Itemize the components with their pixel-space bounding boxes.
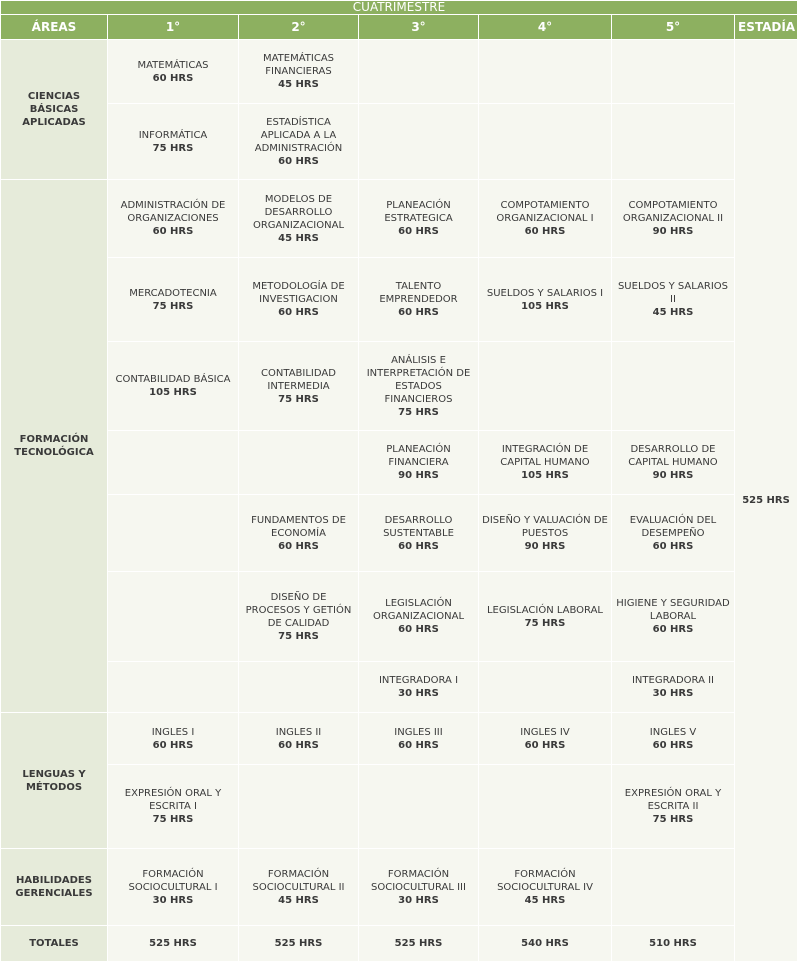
course-name: LEGISLACIÓN ORGANIZACIONAL bbox=[372, 598, 465, 622]
course-cell bbox=[108, 180, 239, 258]
area-ciencias-basicas: CIENCIAS BÁSICAS APLICADAS bbox=[1, 40, 108, 180]
course-hours: 30 HRS bbox=[152, 894, 194, 906]
course-cell bbox=[239, 104, 359, 180]
course-name: INTEGRADORA I bbox=[378, 675, 459, 686]
course-name: HIGIENE Y SEGURIDAD LABORAL bbox=[616, 598, 730, 622]
course-name: EXPRESIÓN ORAL Y ESCRITA I bbox=[124, 788, 222, 812]
course-hours: 60 HRS bbox=[398, 226, 439, 237]
course-hours: 75 HRS bbox=[278, 630, 319, 642]
estadia-hours: 525 HRS bbox=[735, 40, 797, 962]
term-3-header: 3° bbox=[359, 15, 479, 40]
course-name: DESARROLLO SUSTENTABLE bbox=[383, 514, 454, 539]
course-cell bbox=[359, 495, 479, 572]
course-cell bbox=[612, 662, 735, 713]
course-cell bbox=[239, 572, 359, 662]
course-cell bbox=[359, 662, 479, 713]
empty-cell bbox=[239, 662, 359, 713]
course-name: INGLES III bbox=[394, 726, 443, 738]
course-cell bbox=[239, 713, 359, 765]
course-name: FUNDAMENTOS DE ECONOMÍA bbox=[251, 514, 346, 539]
areas-header: ÁREAS bbox=[1, 15, 108, 40]
course-hours: 60 HRS bbox=[152, 226, 194, 237]
course-name: FORMACIÓN SOCIOCULTURAL I bbox=[128, 868, 218, 893]
course-hours: 75 HRS bbox=[652, 814, 694, 825]
course-hours: 45 HRS bbox=[524, 894, 566, 906]
course-name: MATEMÁTICAS FINANCIERAS bbox=[262, 53, 335, 77]
course-name: LEGISLACIÓN LABORAL bbox=[486, 604, 603, 616]
total-term-1: 525 HRS bbox=[108, 926, 239, 962]
course-name: INTEGRACIÓN DE CAPITAL HUMANO bbox=[500, 444, 590, 468]
course-name: PLANEACIÓN FINANCIERA bbox=[386, 444, 451, 468]
course-cell bbox=[108, 342, 239, 431]
course-name: ANÁLISIS E INTERPRETACIÓN DE ESTADOS FINANCIEROS bbox=[366, 354, 471, 405]
empty-cell bbox=[239, 431, 359, 495]
course-cell bbox=[479, 180, 612, 258]
course-cell bbox=[108, 258, 239, 342]
estadia-header: ESTADÍA bbox=[735, 15, 797, 40]
course-hours: 60 HRS bbox=[398, 739, 439, 751]
totals-label: TOTALES bbox=[1, 926, 108, 962]
course-cell bbox=[479, 431, 612, 495]
course-cell bbox=[108, 713, 239, 765]
course-name: FORMACIÓN SOCIOCULTURAL II bbox=[252, 868, 345, 893]
course-cell bbox=[479, 495, 612, 572]
course-hours: 75 HRS bbox=[278, 393, 319, 405]
course-hours: 30 HRS bbox=[398, 894, 439, 906]
course-cell bbox=[612, 713, 735, 765]
course-hours: 60 HRS bbox=[152, 739, 194, 751]
course-cell bbox=[479, 713, 612, 765]
empty-cell bbox=[108, 572, 239, 662]
course-cell bbox=[359, 849, 479, 926]
course-hours: 60 HRS bbox=[278, 540, 319, 552]
course-name: MODELOS DE DESARROLLO ORGANIZACIONAL bbox=[252, 193, 345, 231]
course-hours: 75 HRS bbox=[398, 406, 439, 418]
course-name: COMPOTAMIENTO ORGANIZACIONAL I bbox=[496, 200, 594, 224]
course-cell bbox=[359, 258, 479, 342]
course-cell bbox=[108, 104, 239, 180]
course-cell bbox=[108, 40, 239, 104]
course-name: INGLES II bbox=[275, 726, 322, 738]
area-habilidades-gerenciales: HABILIDADES GERENCIALES bbox=[1, 849, 108, 926]
course-hours: 60 HRS bbox=[652, 739, 694, 751]
course-cell bbox=[479, 572, 612, 662]
course-name: CONTABILIDAD INTERMEDIA bbox=[261, 367, 336, 392]
term-4-header: 4° bbox=[479, 15, 612, 40]
empty-cell bbox=[612, 40, 735, 104]
course-name: ADMINISTRACIÓN DE ORGANIZACIONES bbox=[120, 200, 226, 224]
course-cell bbox=[239, 180, 359, 258]
course-cell bbox=[359, 342, 479, 431]
course-hours: 75 HRS bbox=[152, 814, 194, 825]
course-hours: 45 HRS bbox=[278, 894, 319, 906]
course-hours: 45 HRS bbox=[652, 307, 694, 318]
course-cell bbox=[479, 258, 612, 342]
course-cell bbox=[108, 765, 239, 849]
empty-cell bbox=[359, 765, 479, 849]
course-name: ESTADÍSTICA APLICADA A LA ADMINISTRACIÓN bbox=[254, 116, 343, 154]
course-hours: 90 HRS bbox=[524, 540, 566, 552]
course-hours: 60 HRS bbox=[524, 739, 566, 751]
course-name: MERCADOTECNIA bbox=[129, 287, 217, 299]
term-1-header: 1° bbox=[108, 15, 239, 40]
course-name: METODOLOGÍA DE INVESTIGACION bbox=[252, 281, 345, 305]
empty-cell bbox=[359, 104, 479, 180]
course-cell bbox=[359, 572, 479, 662]
empty-cell bbox=[479, 40, 612, 104]
empty-cell bbox=[612, 849, 735, 926]
course-hours: 60 HRS bbox=[398, 307, 439, 318]
course-cell bbox=[239, 495, 359, 572]
course-name: CONTABILIDAD BÁSICA bbox=[115, 374, 231, 385]
course-cell bbox=[239, 258, 359, 342]
course-cell bbox=[612, 572, 735, 662]
empty-cell bbox=[479, 104, 612, 180]
course-name: INGLES IV bbox=[520, 726, 570, 738]
course-name: COMPOTAMIENTO ORGANIZACIONAL II bbox=[622, 200, 724, 224]
course-cell bbox=[359, 180, 479, 258]
course-hours: 60 HRS bbox=[652, 624, 694, 635]
empty-cell bbox=[108, 662, 239, 713]
course-name: DISEÑO DE PROCESOS Y GETIÓN DE CALIDAD bbox=[245, 591, 352, 629]
course-name: EVALUACIÓN DEL DESEMPEÑO bbox=[629, 514, 717, 539]
term-5-header: 5° bbox=[612, 15, 735, 40]
area-formacion-tecnologica: FORMACIÓN TECNOLÓGICA bbox=[1, 180, 108, 713]
course-cell bbox=[612, 258, 735, 342]
course-name: EXPRESIÓN ORAL Y ESCRITA II bbox=[624, 788, 722, 812]
course-hours: 60 HRS bbox=[278, 739, 319, 751]
course-cell bbox=[612, 765, 735, 849]
course-name: SUELDOS Y SALARIOS II bbox=[617, 281, 729, 305]
course-cell bbox=[108, 849, 239, 926]
course-cell bbox=[612, 431, 735, 495]
course-hours: 90 HRS bbox=[398, 470, 439, 481]
course-hours: 60 HRS bbox=[398, 624, 439, 635]
course-hours: 60 HRS bbox=[152, 72, 194, 84]
course-name: PLANEACIÓN ESTRATEGICA bbox=[384, 200, 453, 224]
course-hours: 30 HRS bbox=[652, 688, 694, 699]
empty-cell bbox=[479, 765, 612, 849]
total-term-2: 525 HRS bbox=[239, 926, 359, 962]
empty-cell bbox=[359, 40, 479, 104]
course-hours: 105 HRS bbox=[521, 300, 569, 312]
course-name: INTEGRADORA II bbox=[631, 675, 715, 686]
cuatrimestre-header: CUATRIMESTRE bbox=[1, 1, 797, 15]
empty-cell bbox=[612, 342, 735, 431]
course-hours: 45 HRS bbox=[278, 79, 319, 90]
total-term-5: 510 HRS bbox=[612, 926, 735, 962]
course-name: MATEMÁTICAS bbox=[137, 59, 209, 71]
course-cell bbox=[612, 180, 735, 258]
course-name: TALENTO EMPRENDEDOR bbox=[379, 281, 458, 305]
course-hours: 105 HRS bbox=[149, 387, 197, 398]
course-cell bbox=[239, 849, 359, 926]
course-cell bbox=[359, 431, 479, 495]
course-name: DESARROLLO DE CAPITAL HUMANO bbox=[628, 444, 718, 468]
course-hours: 90 HRS bbox=[652, 226, 694, 237]
empty-cell bbox=[108, 495, 239, 572]
course-hours: 105 HRS bbox=[521, 470, 569, 481]
course-cell bbox=[239, 40, 359, 104]
course-cell bbox=[359, 713, 479, 765]
course-hours: 60 HRS bbox=[524, 226, 566, 237]
total-term-4: 540 HRS bbox=[479, 926, 612, 962]
empty-cell bbox=[239, 765, 359, 849]
course-hours: 60 HRS bbox=[278, 155, 319, 167]
course-name: SUELDOS Y SALARIOS I bbox=[486, 287, 604, 299]
course-cell bbox=[239, 342, 359, 431]
course-hours: 75 HRS bbox=[152, 142, 194, 154]
course-hours: 60 HRS bbox=[652, 540, 694, 552]
course-hours: 60 HRS bbox=[398, 540, 439, 552]
area-lenguas-metodos: LENGUAS Y MÉTODOS bbox=[1, 713, 108, 849]
course-hours: 30 HRS bbox=[398, 688, 439, 699]
course-name: FORMACIÓN SOCIOCULTURAL III bbox=[371, 868, 466, 893]
term-2-header: 2° bbox=[239, 15, 359, 40]
course-hours: 60 HRS bbox=[278, 307, 319, 318]
course-cell bbox=[612, 495, 735, 572]
course-name: INFORMÁTICA bbox=[138, 129, 208, 141]
empty-cell bbox=[108, 431, 239, 495]
empty-cell bbox=[479, 342, 612, 431]
course-hours: 90 HRS bbox=[652, 470, 694, 481]
course-hours: 75 HRS bbox=[524, 617, 566, 629]
course-hours: 45 HRS bbox=[278, 232, 319, 244]
course-name: INGLES I bbox=[151, 726, 195, 738]
course-name: INGLES V bbox=[649, 726, 697, 738]
empty-cell bbox=[479, 662, 612, 713]
course-hours: 75 HRS bbox=[152, 300, 194, 312]
course-name: DISEÑO Y VALUACIÓN DE PUESTOS bbox=[482, 514, 608, 539]
course-cell bbox=[479, 849, 612, 926]
empty-cell bbox=[612, 104, 735, 180]
course-name: FORMACIÓN SOCIOCULTURAL IV bbox=[497, 868, 593, 893]
total-term-3: 525 HRS bbox=[359, 926, 479, 962]
